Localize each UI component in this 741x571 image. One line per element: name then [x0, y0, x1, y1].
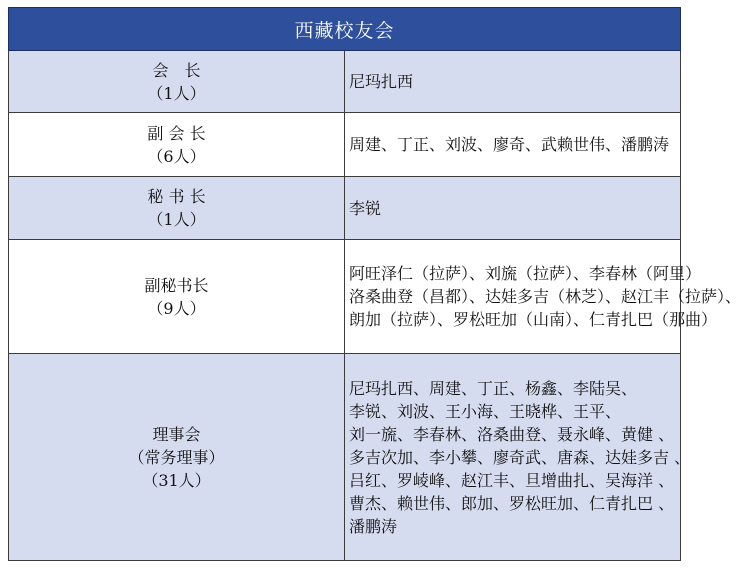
role-count: （1人） — [147, 210, 206, 229]
role-cell — [9, 354, 345, 561]
role-name: 副秘书长 — [144, 275, 209, 295]
role-cell — [9, 240, 345, 354]
table-row-secretary-general — [9, 177, 681, 240]
names-cell — [345, 240, 741, 354]
names-line: 潘鹏涛 — [349, 516, 398, 536]
role-count: （9人） — [147, 298, 206, 318]
table-title: 西藏校友会 — [9, 8, 681, 51]
table-row-president — [9, 51, 681, 113]
role-cell — [9, 177, 345, 240]
table-row-council — [9, 354, 681, 561]
role-count: （6人） — [147, 146, 206, 166]
role-cell — [9, 113, 345, 177]
names-line: 曹杰、赖世伟、郎加、罗松旺加、仁青扎巴 、 — [349, 493, 675, 513]
names-cell — [345, 113, 681, 177]
names-line: 李锐 — [349, 198, 382, 218]
role-subtitle: （常务理事） — [128, 447, 225, 467]
names-cell — [345, 177, 681, 240]
names-line: 李锐、刘波、王小海、王晓桦、王平、 — [349, 401, 622, 421]
table-row-vice-president — [9, 113, 681, 177]
names-cell — [345, 354, 691, 561]
role-name: 理事会 — [152, 424, 201, 444]
names-line: 尼玛扎西 — [349, 72, 414, 91]
alumni-roster-table — [8, 7, 741, 561]
names-line: 吕红、罗崚峰、赵江丰、旦增曲扎、吴海洋 、 — [349, 470, 675, 490]
names-line: 阿旺泽仁（拉萨）、刘旒（拉萨）、李春林（阿里） — [349, 264, 702, 283]
names-line: 朗加（拉萨）、罗松旺加（山南）、仁青扎巴（那曲） — [349, 310, 718, 329]
role-name: 副 会 长 — [147, 123, 206, 143]
names-line: 洛桑曲登（昌都）、达娃多吉（林芝）、赵江丰（拉萨）、 — [349, 287, 741, 306]
role-count: （1人） — [147, 83, 206, 103]
role-name: 会 长 — [152, 60, 201, 80]
role-cell — [9, 51, 345, 113]
names-cell — [345, 51, 681, 113]
names-line: 多吉次加、李小攀、廖奇武、唐森、达娃多吉 、 — [349, 447, 691, 467]
role-name: 秘 书 长 — [147, 187, 206, 206]
alumni-roster-sheet — [8, 7, 741, 561]
names-line: 周建、丁正、刘波、廖奇、武赖世伟、潘鹏涛 — [349, 135, 670, 154]
role-count: （31人） — [142, 470, 211, 490]
names-line: 尼玛扎西、周建、丁正、杨鑫、李陆吴、 — [349, 378, 638, 398]
names-line: 刘一旒、李春林、洛桑曲登、聂永峰、黄健 、 — [349, 424, 675, 444]
table-row-deputy-secretary-general — [9, 240, 681, 354]
